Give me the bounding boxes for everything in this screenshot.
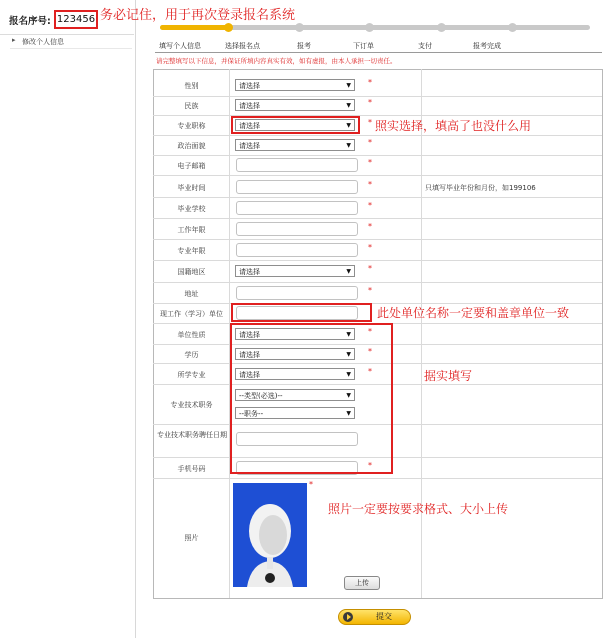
unit-type-label: 单位性质: [177, 331, 206, 339]
row-divider: [153, 155, 602, 156]
row-divider: [153, 115, 602, 116]
required-mark: *: [368, 78, 372, 87]
step-dot: [437, 23, 446, 32]
dropdown-arrow-icon: ▼: [346, 351, 351, 358]
graduation-time-hint: 只填写毕业年份和月份，如199106: [425, 184, 536, 192]
column-divider: [421, 69, 422, 598]
sidebar-item-edit-info[interactable]: 修改个人信息: [22, 38, 64, 46]
row-divider: [153, 218, 602, 219]
step-label-choose-site: 选择报名点: [225, 42, 260, 50]
dropdown-arrow-icon: ▼: [346, 142, 351, 149]
arrow-right-icon: [343, 612, 353, 622]
graduation-time-field[interactable]: [236, 180, 358, 194]
gender-label: 性别: [184, 82, 199, 90]
step-label-order: 下订单: [353, 42, 374, 50]
major-years-label: 专业年限: [177, 247, 206, 255]
row-divider: [153, 175, 602, 176]
email-field[interactable]: [236, 158, 358, 172]
tech-category-select-value: --类型(必选)--: [239, 392, 283, 400]
required-mark: *: [368, 264, 372, 273]
sidebar-divider: [0, 34, 134, 35]
required-mark: *: [368, 138, 372, 147]
step-label-apply: 报考: [297, 42, 311, 50]
major-label: 所学专业: [177, 371, 206, 379]
required-mark: *: [368, 347, 372, 356]
school-label: 毕业学校: [177, 205, 206, 213]
tech-post-label: 专业技术职务: [170, 401, 213, 409]
avatar-placeholder-icon: [233, 483, 307, 587]
annotation-box-truthful: [230, 323, 393, 474]
required-mark: *: [368, 201, 372, 210]
dropdown-arrow-icon: ▼: [346, 268, 351, 275]
required-mark: *: [368, 461, 372, 470]
phone-label: 手机号码: [177, 465, 206, 473]
annotation-title-note: 照实选择，填高了也没什么用: [375, 119, 532, 133]
annotation-box-title: [231, 116, 360, 134]
tech-post-date-label: 专业技术职务聘任日期: [157, 431, 227, 439]
step-dot: [365, 23, 374, 32]
political-status-label: 政治面貌: [177, 142, 206, 150]
ethnicity-label: 民族: [184, 102, 199, 110]
upload-button[interactable]: 上传: [344, 576, 380, 590]
row-divider: [153, 96, 602, 97]
annotation-box-unit: [231, 303, 372, 322]
registration-number-label: 报名序号:: [9, 16, 51, 27]
work-unit-label: 现工作（学习）单位: [160, 310, 223, 318]
annotation-photo-note: 照片一定要按要求格式、大小上传: [328, 502, 509, 516]
professional-title-select-value: 请选择: [239, 122, 260, 130]
required-mark: *: [309, 480, 313, 489]
step-dot: [224, 23, 233, 32]
photo-preview: [233, 483, 307, 587]
row-divider: [153, 282, 602, 283]
major-select-value: 请选择: [239, 371, 260, 379]
required-mark: *: [368, 222, 372, 231]
email-label: 电子邮箱: [177, 162, 206, 170]
education-label: 学历: [184, 351, 199, 359]
step-label-fill-info: 填写个人信息: [159, 42, 201, 50]
row-divider: [153, 478, 602, 479]
required-mark: *: [368, 98, 372, 107]
address-field[interactable]: [236, 286, 358, 300]
dropdown-arrow-icon: ▼: [346, 82, 351, 89]
region-label: 国籍地区: [177, 268, 206, 276]
form-notice: 请完整填写以下信息，并保证所填内容真实有效，如有虚报，由本人承担一切责任。: [156, 57, 397, 65]
progress-fill: [160, 25, 228, 30]
registration-number-value: 123456: [54, 10, 98, 29]
dropdown-arrow-icon: ▼: [346, 371, 351, 378]
gender-select-value: 请选择: [239, 82, 260, 90]
gender-select[interactable]: [235, 79, 355, 91]
photo-label: 照片: [184, 534, 199, 542]
dropdown-arrow-icon: ▼: [346, 331, 351, 338]
row-divider: [153, 197, 602, 198]
political-status-select-value: 请选择: [239, 142, 260, 150]
step-label-pay: 支付: [418, 42, 432, 50]
ethnicity-select-value: 请选择: [239, 102, 260, 110]
dropdown-arrow-icon: ▼: [346, 410, 351, 417]
required-mark: *: [368, 243, 372, 252]
dropdown-arrow-icon: ▼: [346, 122, 351, 129]
chevron-right-icon: ▸: [12, 36, 16, 44]
step-label-complete: 报考完成: [473, 42, 501, 50]
required-mark: *: [368, 327, 372, 336]
region-select[interactable]: [235, 265, 355, 277]
submit-label: 提交: [376, 612, 392, 621]
annotation-truthful-note: 据实填写: [424, 369, 473, 383]
annotation-registration-note: 务必记住，用于再次登录报名系统: [100, 8, 296, 23]
row-divider: [153, 260, 602, 261]
submit-button[interactable]: [338, 609, 411, 625]
unit-type-select-value: 请选择: [239, 331, 260, 339]
tech-post-select-value: --职务--: [239, 410, 264, 418]
graduation-time-label: 毕业时间: [177, 184, 206, 192]
major-years-field[interactable]: [236, 243, 358, 257]
dropdown-arrow-icon: ▼: [346, 102, 351, 109]
professional-title-label: 专业职称: [177, 122, 206, 130]
step-divider: [155, 52, 602, 53]
work-years-field[interactable]: [236, 222, 358, 236]
step-dot: [508, 23, 517, 32]
school-field[interactable]: [236, 201, 358, 215]
region-select-value: 请选择: [239, 268, 260, 276]
political-status-select[interactable]: [235, 139, 355, 151]
address-label: 地址: [184, 290, 199, 298]
row-divider: [153, 135, 602, 136]
row-divider: [153, 239, 602, 240]
dropdown-arrow-icon: ▼: [346, 392, 351, 399]
sidebar: [0, 0, 136, 638]
required-mark: *: [368, 286, 372, 295]
education-select-value: 请选择: [239, 351, 260, 359]
annotation-unit-note: 此处单位名称一定要和盖章单位一致: [377, 306, 570, 320]
required-mark: *: [368, 158, 372, 167]
work-years-label: 工作年限: [177, 226, 206, 234]
required-mark: *: [368, 180, 372, 189]
required-mark: *: [368, 367, 372, 376]
step-dot: [295, 23, 304, 32]
required-mark: *: [368, 118, 372, 127]
sidebar-divider: [10, 48, 132, 49]
ethnicity-select[interactable]: [235, 99, 355, 111]
